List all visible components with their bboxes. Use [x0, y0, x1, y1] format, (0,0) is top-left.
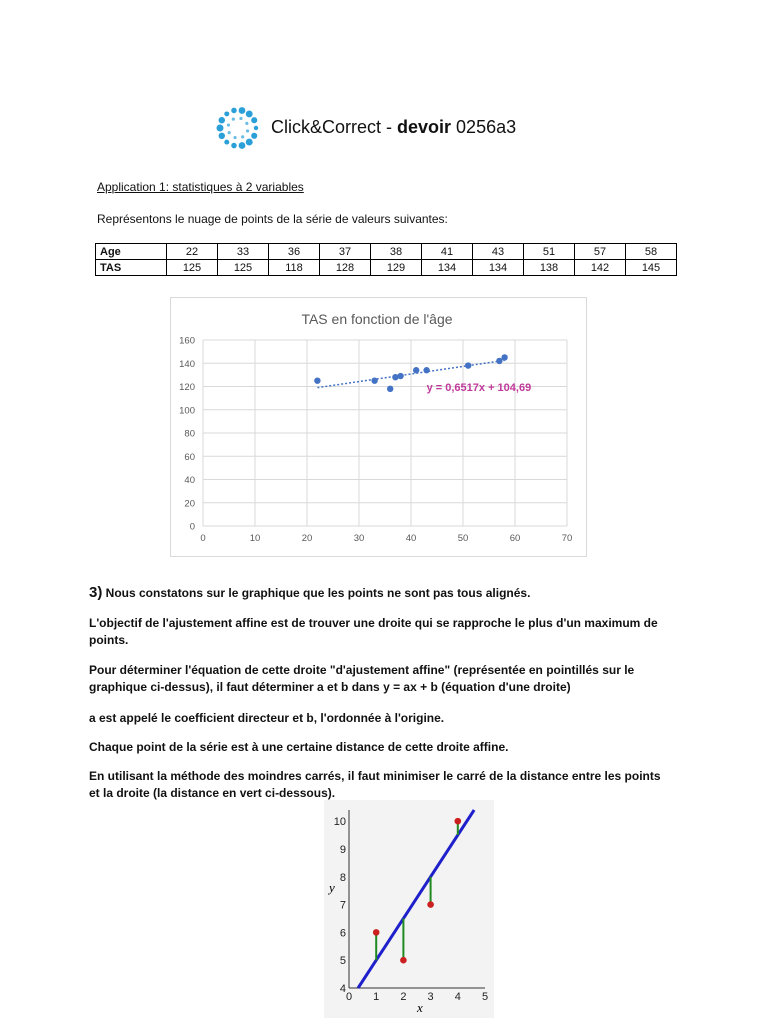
table-cell: 142 [575, 260, 626, 276]
paragraph-distance: Chaque point de la série est à une certaine distance de cette droite affine. [89, 740, 509, 754]
row-header: TAS [96, 260, 167, 276]
trend-equation: y = 0,6517x + 104,69 [426, 382, 532, 395]
table-cell: 51 [524, 244, 575, 260]
paragraph-equation: Pour déterminer l'équation de cette droite "d'ajustement affine" (représentée en pointillés sur le graphique ci-dessus), il faut déterminer a et b dans y = ax + b (équation d'une droite) [89, 663, 635, 694]
logo-dot [251, 133, 257, 139]
paragraph-objective: L'objectif de l'ajustement affine est de trouver une droite qui se rapproche le plus d'un maximum de points. [89, 616, 658, 647]
logo-dot [224, 140, 229, 145]
logo-dot [246, 110, 253, 117]
dotted-circle-logo-icon [214, 104, 262, 152]
table-cell: 57 [575, 244, 626, 260]
section-title: Application 1: statistiques à 2 variables [97, 180, 304, 194]
y-tick-label: 0 [189, 521, 195, 533]
x-tick-label: 30 [353, 533, 365, 544]
x-tick-label: 3 [427, 991, 434, 1003]
data-point [314, 377, 320, 383]
y-axis-label: y [329, 880, 335, 895]
table-cell: 125 [218, 260, 269, 276]
table-cell: 22 [167, 244, 218, 260]
data-point [501, 354, 507, 360]
chart-title: TAS en fonction de l'âge [301, 311, 453, 327]
x-tick-label: 4 [454, 991, 461, 1003]
y-tick-label: 120 [179, 382, 195, 393]
logo-dot [239, 107, 246, 114]
data-point [371, 377, 377, 383]
intro-text: Représentons le nuage de points de la série de valeurs suivantes: [97, 212, 448, 226]
logo-dot [228, 131, 231, 134]
data-point [496, 358, 502, 364]
y-tick-label: 10 [333, 816, 346, 829]
x-tick-label: 50 [457, 533, 469, 544]
y-tick-label: 8 [339, 871, 346, 884]
logo-dot [219, 133, 225, 139]
table-cell: 134 [473, 260, 524, 276]
table-row [96, 260, 677, 276]
logo-dot [246, 139, 253, 146]
logo-dot [217, 125, 224, 132]
least-squares-figure [324, 800, 494, 1018]
data-point [397, 373, 403, 379]
table-cell: 58 [626, 244, 677, 260]
table-cell: 43 [473, 244, 524, 260]
x-tick-label: 1 [373, 991, 380, 1003]
paragraph-definitions: a est appelé le coefficient directeur et b, l'ordonnée à l'origine. [89, 711, 445, 725]
brand-bold: devoir [397, 117, 452, 137]
x-tick-label: 0 [200, 533, 206, 544]
table-cell: 118 [269, 260, 320, 276]
x-tick-label: 2 [400, 991, 407, 1003]
brand-left: Click&Correct - [271, 117, 398, 137]
table-cell: 129 [371, 260, 422, 276]
paragraph-observation [89, 584, 673, 602]
y-tick-label: 4 [339, 983, 346, 995]
table-cell: 33 [218, 244, 269, 260]
logo-dot [239, 142, 246, 149]
y-tick-label: 140 [179, 358, 195, 370]
table-cell: 38 [371, 244, 422, 260]
y-tick-label: 9 [339, 843, 346, 856]
table-cell: 145 [626, 260, 677, 276]
logo-dot [227, 123, 230, 126]
brand-code: 0256a3 [451, 117, 517, 137]
x-axis-label: x [417, 1000, 423, 1015]
table-cell: 36 [269, 244, 320, 260]
brand-title [271, 117, 516, 138]
row-header: Age [96, 244, 167, 260]
y-tick-label: 6 [339, 927, 346, 940]
logo-dot [233, 136, 236, 139]
data-table [95, 243, 677, 276]
y-tick-label: 7 [339, 899, 346, 912]
y-tick-label: 5 [339, 955, 346, 968]
table-cell: 134 [422, 260, 473, 276]
data-point [423, 367, 429, 373]
x-tick-label: 0 [345, 991, 353, 1003]
table-cell: 128 [320, 260, 371, 276]
y-tick-label: 40 [184, 475, 195, 486]
x-tick-label: 60 [509, 533, 521, 544]
logo-dot [245, 122, 248, 125]
y-tick-label: 100 [179, 405, 195, 417]
x-tick-label: 40 [405, 533, 417, 544]
logo-dot [246, 129, 249, 132]
observation-text: Nous constatons sur le graphique que les points ne sont pas tous alignés. [102, 586, 531, 600]
logo-dot [232, 118, 235, 121]
data-point [387, 386, 393, 392]
data-point [373, 929, 380, 936]
x-tick-label: 10 [249, 533, 261, 544]
chart-ticks [179, 336, 572, 545]
question-number: 3) [89, 584, 103, 601]
data-point [413, 367, 419, 373]
scatter-chart [170, 297, 585, 555]
y-tick-label: 60 [184, 451, 195, 463]
logo-dot [251, 117, 257, 123]
table-cell: 37 [320, 244, 371, 260]
logo-dot [254, 126, 258, 130]
logo-dot [239, 117, 242, 120]
table-cell: 125 [167, 260, 218, 276]
table-cell: 41 [422, 244, 473, 260]
logo-dot [219, 117, 225, 123]
data-point [427, 901, 434, 908]
logo-dot [231, 143, 237, 149]
y-tick-label: 160 [179, 335, 195, 347]
chart-grid [203, 340, 567, 526]
table-row [96, 244, 677, 260]
paragraph-least-squares: En utilisant la méthode des moindres carrés, il faut minimiser le carré de la distance entre les points et la droite (la distance en vert ci-dessous). [89, 769, 661, 800]
x-tick-label: 5 [481, 991, 489, 1003]
logo-dot [241, 135, 244, 138]
table-cell: 138 [524, 260, 575, 276]
x-tick-label: 70 [561, 533, 573, 544]
x-tick-label: 20 [301, 533, 313, 544]
y-tick-label: 80 [184, 428, 195, 440]
y-tick-label: 20 [184, 498, 195, 510]
logo-dot [224, 111, 229, 116]
data-point [400, 957, 407, 964]
data-point [465, 362, 471, 368]
data-point [455, 818, 462, 825]
logo-dot [231, 108, 237, 114]
